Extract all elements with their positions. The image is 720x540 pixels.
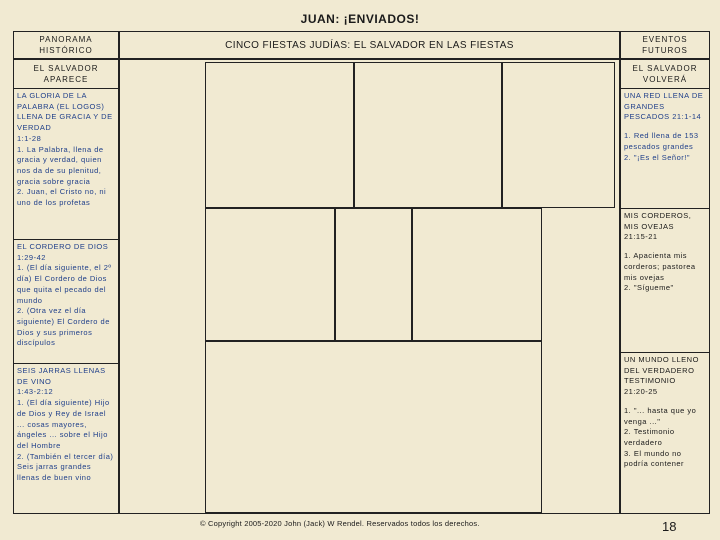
five-feasts-header: CINCO FIESTAS JUDÍAS: EL SALVADOR EN LAS FIESTAS xyxy=(119,31,620,59)
right-block-net-title: UNA RED LLENA DE GRANDES PESCADOS 21:1-14 xyxy=(624,91,704,122)
empty-box xyxy=(412,208,542,341)
right-block-sheep xyxy=(621,209,709,353)
empty-box xyxy=(205,208,335,341)
savior-returns-label: EL SALVADOR VOLVERÁ xyxy=(621,60,709,89)
left-block-lamb: EL CORDERO DE DIOS 1:29-42 1. (El día siguiente, el 2º día) El Cordero de Dios que quita el pecado del mundo 2. (Otra vez el día siguiente) El Cordero de Dios y sus primeros discípulos xyxy=(14,240,118,364)
empty-box xyxy=(335,208,412,341)
left-block-wine-jars: SEIS JARRAS LLENAS DE VINO 1:43-2:12 1. (El día siguiente) Hijo de Dios y Rey de Israel ... cosas mayores, ángeles ... sobre el Hijo del Hombre 2. (También el tercer día) Seis jarras grandes llenas de buen vino xyxy=(17,366,114,483)
right-block-testimony xyxy=(621,353,709,513)
empty-box xyxy=(354,62,502,208)
savior-appears-label: EL SALVADOR APARECE xyxy=(14,60,118,89)
right-block-testimony-body: 1. "... hasta que yo venga ..." 2. Testimonio verdadero 3. El mundo no podría contener xyxy=(624,405,697,469)
copyright-notice: © Copyright 2005-2020 John (Jack) W Rendel. Reservados todos los derechos. xyxy=(200,519,480,528)
empty-box xyxy=(205,62,354,208)
left-column xyxy=(13,59,119,514)
historical-overview-header: PANORAMA HISTÓRICO xyxy=(13,31,119,59)
right-block-sheep-body: 1. Apacienta mis corderos; pastorea mis ovejas 2. "Sígueme" xyxy=(624,251,696,293)
page-title: JUAN: ¡ENVIADOS! xyxy=(300,12,420,26)
right-block-testimony-title: UN MUNDO LLENO DEL VERDADERO TESTIMONIO 21:20-25 xyxy=(624,355,699,397)
future-events-header: EVENTOS FUTUROS xyxy=(620,31,710,59)
right-block-net xyxy=(621,89,709,209)
empty-box xyxy=(502,62,615,208)
left-block-logos: LA GLORIA DE LA PALABRA (EL LOGOS) LLENA DE GRACIA Y DE VERDAD 1:1-28 1. La Palabra, llena de gracia y verdad, quien nos da de su plenitud, gracia sobre gracia 2. Juan, el Cristo no, ni uno de los profetas xyxy=(14,89,118,240)
right-block-net-body: 1. Red llena de 153 pescados grandes 2. "¡Es el Señor!" xyxy=(624,131,699,162)
right-column xyxy=(620,59,710,514)
page-number: 18 xyxy=(662,519,677,534)
right-block-sheep-title: MIS CORDEROS, MIS OVEJAS 21:15-21 xyxy=(624,211,692,242)
empty-box xyxy=(205,341,542,513)
